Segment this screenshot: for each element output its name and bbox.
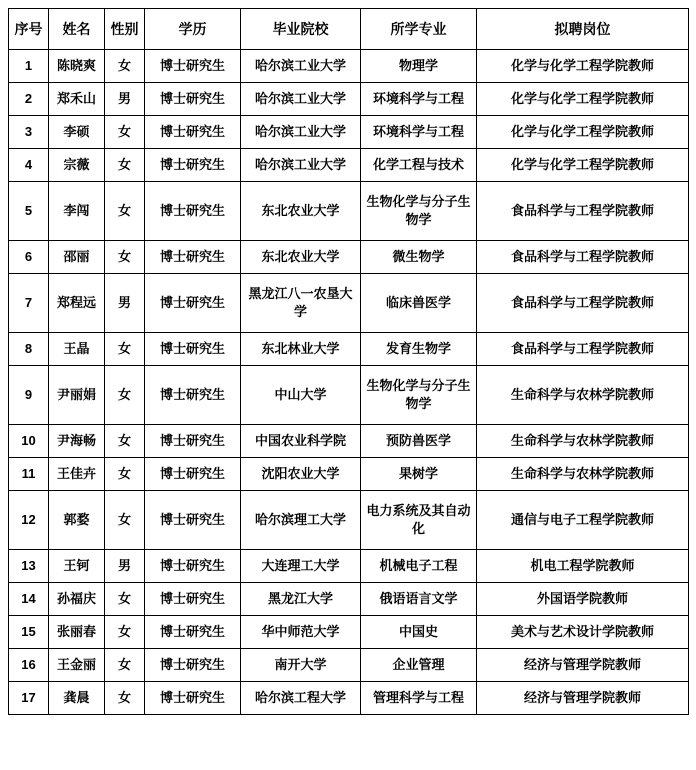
- cell-degree: 博士研究生: [145, 583, 241, 616]
- table-row: [9, 83, 689, 116]
- cell-gender: 女: [105, 50, 145, 83]
- cell-major: 俄语语言文学: [361, 583, 477, 616]
- applicant-roster-table: [8, 8, 689, 715]
- table-row: [9, 182, 689, 241]
- cell-name: 邵丽: [49, 241, 105, 274]
- cell-major: 临床兽医学: [361, 274, 477, 333]
- cell-index: 17: [9, 682, 49, 715]
- cell-degree: 博士研究生: [145, 458, 241, 491]
- cell-name: 李闯: [49, 182, 105, 241]
- cell-index: 4: [9, 149, 49, 182]
- column-header-school: 毕业院校: [241, 9, 361, 50]
- cell-index: 12: [9, 491, 49, 550]
- cell-gender: 女: [105, 616, 145, 649]
- cell-school: 大连理工大学: [241, 550, 361, 583]
- table-row: [9, 241, 689, 274]
- cell-index: 1: [9, 50, 49, 83]
- cell-degree: 博士研究生: [145, 425, 241, 458]
- cell-index: 8: [9, 333, 49, 366]
- cell-degree: 博士研究生: [145, 616, 241, 649]
- cell-gender: 男: [105, 550, 145, 583]
- cell-major: 环境科学与工程: [361, 116, 477, 149]
- cell-school: 哈尔滨工程大学: [241, 682, 361, 715]
- cell-index: 7: [9, 274, 49, 333]
- cell-name: 龚晨: [49, 682, 105, 715]
- cell-gender: 女: [105, 425, 145, 458]
- cell-school: 哈尔滨工业大学: [241, 116, 361, 149]
- cell-school: 南开大学: [241, 649, 361, 682]
- cell-gender: 女: [105, 333, 145, 366]
- table-row: [9, 274, 689, 333]
- cell-name: 陈晓爽: [49, 50, 105, 83]
- cell-index: 11: [9, 458, 49, 491]
- cell-degree: 博士研究生: [145, 182, 241, 241]
- cell-name: 郑程远: [49, 274, 105, 333]
- cell-index: 10: [9, 425, 49, 458]
- table-row: [9, 682, 689, 715]
- cell-index: 3: [9, 116, 49, 149]
- cell-post: 食品科学与工程学院教师: [477, 333, 689, 366]
- cell-degree: 博士研究生: [145, 333, 241, 366]
- cell-school: 东北林业大学: [241, 333, 361, 366]
- cell-school: 东北农业大学: [241, 182, 361, 241]
- cell-name: 王金丽: [49, 649, 105, 682]
- table-row: [9, 649, 689, 682]
- cell-gender: 女: [105, 182, 145, 241]
- cell-gender: 女: [105, 116, 145, 149]
- cell-school: 哈尔滨工业大学: [241, 83, 361, 116]
- cell-school: 中国农业科学院: [241, 425, 361, 458]
- cell-name: 李硕: [49, 116, 105, 149]
- cell-major: 物理学: [361, 50, 477, 83]
- column-header-post: 拟聘岗位: [477, 9, 689, 50]
- cell-index: 5: [9, 182, 49, 241]
- table-row: [9, 333, 689, 366]
- cell-school: 中山大学: [241, 366, 361, 425]
- cell-school: 华中师范大学: [241, 616, 361, 649]
- cell-major: 化学工程与技术: [361, 149, 477, 182]
- column-header-major: 所学专业: [361, 9, 477, 50]
- cell-post: 通信与电子工程学院教师: [477, 491, 689, 550]
- cell-degree: 博士研究生: [145, 366, 241, 425]
- cell-school: 哈尔滨理工大学: [241, 491, 361, 550]
- cell-degree: 博士研究生: [145, 491, 241, 550]
- cell-index: 16: [9, 649, 49, 682]
- cell-major: 预防兽医学: [361, 425, 477, 458]
- cell-post: 经济与管理学院教师: [477, 649, 689, 682]
- cell-school: 黑龙江八一农垦大学: [241, 274, 361, 333]
- cell-major: 发育生物学: [361, 333, 477, 366]
- table-row: [9, 425, 689, 458]
- cell-major: 管理科学与工程: [361, 682, 477, 715]
- cell-name: 王佳卉: [49, 458, 105, 491]
- cell-index: 14: [9, 583, 49, 616]
- cell-degree: 博士研究生: [145, 50, 241, 83]
- cell-name: 王钶: [49, 550, 105, 583]
- cell-gender: 男: [105, 83, 145, 116]
- table-row: [9, 149, 689, 182]
- cell-degree: 博士研究生: [145, 83, 241, 116]
- column-header-name: 姓名: [49, 9, 105, 50]
- cell-index: 9: [9, 366, 49, 425]
- cell-degree: 博士研究生: [145, 550, 241, 583]
- cell-post: 生命科学与农林学院教师: [477, 366, 689, 425]
- cell-major: 环境科学与工程: [361, 83, 477, 116]
- column-header-index: 序号: [9, 9, 49, 50]
- cell-post: 美术与艺术设计学院教师: [477, 616, 689, 649]
- table-row: [9, 458, 689, 491]
- cell-degree: 博士研究生: [145, 149, 241, 182]
- cell-post: 生命科学与农林学院教师: [477, 458, 689, 491]
- cell-school: 黑龙江大学: [241, 583, 361, 616]
- cell-index: 6: [9, 241, 49, 274]
- cell-gender: 女: [105, 149, 145, 182]
- cell-gender: 女: [105, 491, 145, 550]
- cell-major: 生物化学与分子生物学: [361, 366, 477, 425]
- cell-post: 化学与化学工程学院教师: [477, 50, 689, 83]
- cell-degree: 博士研究生: [145, 649, 241, 682]
- cell-gender: 女: [105, 649, 145, 682]
- table-header: [9, 9, 689, 50]
- cell-degree: 博士研究生: [145, 116, 241, 149]
- cell-post: 生命科学与农林学院教师: [477, 425, 689, 458]
- cell-gender: 女: [105, 458, 145, 491]
- cell-school: 东北农业大学: [241, 241, 361, 274]
- cell-major: 果树学: [361, 458, 477, 491]
- table-row: [9, 616, 689, 649]
- cell-name: 张丽春: [49, 616, 105, 649]
- cell-gender: 女: [105, 241, 145, 274]
- cell-post: 食品科学与工程学院教师: [477, 241, 689, 274]
- table-row: [9, 50, 689, 83]
- cell-gender: 男: [105, 274, 145, 333]
- cell-gender: 女: [105, 583, 145, 616]
- cell-major: 中国史: [361, 616, 477, 649]
- cell-name: 孙福庆: [49, 583, 105, 616]
- cell-major: 微生物学: [361, 241, 477, 274]
- column-header-degree: 学历: [145, 9, 241, 50]
- cell-gender: 女: [105, 366, 145, 425]
- cell-degree: 博士研究生: [145, 682, 241, 715]
- cell-name: 尹海畅: [49, 425, 105, 458]
- table-header-row: [9, 9, 689, 50]
- cell-index: 2: [9, 83, 49, 116]
- cell-post: 经济与管理学院教师: [477, 682, 689, 715]
- cell-school: 哈尔滨工业大学: [241, 50, 361, 83]
- cell-degree: 博士研究生: [145, 274, 241, 333]
- cell-gender: 女: [105, 682, 145, 715]
- cell-name: 王晶: [49, 333, 105, 366]
- cell-name: 宗薇: [49, 149, 105, 182]
- cell-post: 化学与化学工程学院教师: [477, 116, 689, 149]
- table-row: [9, 116, 689, 149]
- cell-post: 食品科学与工程学院教师: [477, 182, 689, 241]
- cell-post: 食品科学与工程学院教师: [477, 274, 689, 333]
- cell-post: 化学与化学工程学院教师: [477, 149, 689, 182]
- column-header-gender: 性别: [105, 9, 145, 50]
- cell-index: 15: [9, 616, 49, 649]
- cell-major: 电力系统及其自动化: [361, 491, 477, 550]
- cell-index: 13: [9, 550, 49, 583]
- cell-name: 郭婺: [49, 491, 105, 550]
- cell-post: 机电工程学院教师: [477, 550, 689, 583]
- cell-school: 沈阳农业大学: [241, 458, 361, 491]
- table-row: [9, 366, 689, 425]
- cell-school: 哈尔滨工业大学: [241, 149, 361, 182]
- cell-major: 企业管理: [361, 649, 477, 682]
- table-row: [9, 550, 689, 583]
- cell-post: 化学与化学工程学院教师: [477, 83, 689, 116]
- cell-major: 生物化学与分子生物学: [361, 182, 477, 241]
- table-row: [9, 583, 689, 616]
- table-row: [9, 491, 689, 550]
- cell-name: 郑禾山: [49, 83, 105, 116]
- cell-degree: 博士研究生: [145, 241, 241, 274]
- cell-post: 外国语学院教师: [477, 583, 689, 616]
- cell-major: 机械电子工程: [361, 550, 477, 583]
- cell-name: 尹丽娟: [49, 366, 105, 425]
- table-body: [9, 50, 689, 715]
